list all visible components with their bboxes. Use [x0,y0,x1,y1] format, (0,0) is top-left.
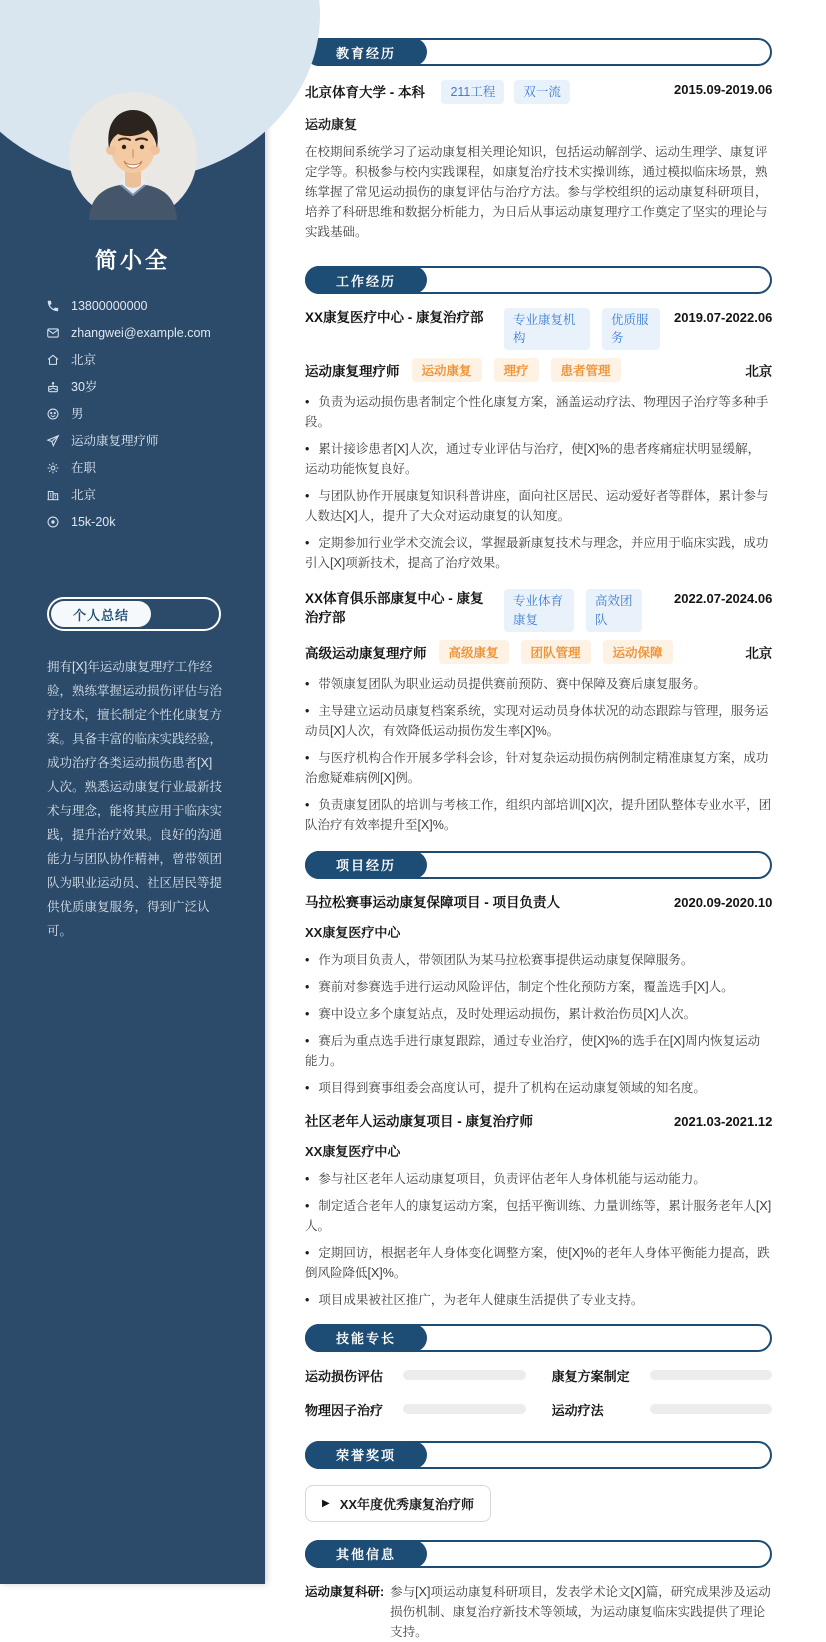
skill-bar [403,1370,526,1380]
honor-text: XX年度优秀康复治疗师 [339,1496,475,1512]
contact-age [46,378,265,396]
bullet-dot: • [305,979,310,994]
project-header [305,1112,772,1131]
job-role: 运动康复理疗师 [305,364,400,380]
job-entry [305,308,772,573]
bullet-dot: • [305,1171,310,1186]
company-tag: 专业康复机构 [504,308,590,350]
skill-label: 物理因子治疗 [305,1402,384,1418]
age-icon [46,380,60,394]
education-entry-header [305,80,772,104]
avatar [69,92,197,220]
section-honors [305,1441,772,1469]
resume-main [265,0,826,1639]
contact-age-text: 30岁 [71,380,98,394]
company-tag: 高效团队 [586,589,642,631]
skill-label: 运动疗法 [551,1402,604,1418]
job-bullet: • 带领康复团队为职业运动员提供赛前预防、赛中保障及赛后康复服务。 [305,676,706,691]
skill-item [305,1400,526,1419]
bullet-dot: • [305,750,310,765]
company-name: XX康复医疗中心 - 康复治疗部 [305,310,484,326]
education-date: 2015.09-2019.06 [674,82,773,97]
company-tag: 专业体育康复 [504,589,574,631]
other-info [305,1582,772,1642]
section-work [305,266,772,294]
other-info-text: 参与[X]项运动康复科研项目，发表学术论文[X]篇，研究成果涉及运动损伤机制、康复治疗新技术等领域，为运动康复临床实践提供了理论支持。 [390,1584,771,1639]
project-org: XX康复医疗中心 [305,1143,401,1159]
project-bullet: • 参与社区老年人运动康复项目，负责评估老年人身体机能与运动能力。 [305,1171,706,1186]
bullet-dot: • [305,797,310,812]
company-tags [504,589,642,631]
bullet-dot: • [305,1033,310,1048]
project-name: 马拉松赛事运动康复保障项目 - 项目负责人 [305,894,560,910]
project-bullet: • 项目成果被社区推广，为老年人健康生活提供了专业支持。 [305,1292,644,1307]
job-role: 高级运动康复理疗师 [305,645,427,661]
school-tag: 双一流 [514,80,570,104]
role-tag: 运动保障 [603,640,673,664]
job-location: 北京 [745,364,773,380]
contact-city-text: 北京 [71,488,97,502]
skill-label: 康复方案制定 [551,1368,630,1384]
gender-icon [46,407,60,421]
play-icon: ▶ [322,1497,330,1509]
project-date: 2020.09-2020.10 [674,894,773,910]
role-tag: 高级康复 [439,640,509,664]
project-date: 2021.03-2021.12 [674,1113,773,1129]
candidate-name: 简小全 [94,248,170,273]
bullet-dot: • [305,952,310,967]
school-name: 北京体育大学 - 本科 [305,85,425,100]
job-entry [305,589,772,834]
project-bullet: • 赛中设立多个康复站点，及时处理运动损伤，累计救治伤员[X]人次。 [305,1006,697,1021]
phone-icon [46,299,60,313]
job-header [305,589,772,631]
bullet-dot: • [305,1245,310,1260]
contact-phone-text: 13800000000 [71,299,148,313]
project-entry [305,1112,772,1310]
skill-item [552,1400,773,1419]
bullet-dot: • [305,676,310,691]
section-honors-label: 荣誉奖项 [305,1441,427,1469]
contact-list [0,297,265,531]
job-bullet: • 负责为运动损伤患者制定个性化康复方案，涵盖运动疗法、物理因子治疗等多种手段。 [305,395,769,430]
section-skills-label: 技能专长 [305,1324,427,1352]
company-tag: 优质服务 [602,308,660,350]
skill-item [552,1366,773,1385]
skill-bar [403,1404,526,1414]
project-bullet: • 项目得到赛事组委会高度认可，提升了机构在运动康复领域的知名度。 [305,1080,706,1095]
contact-gender-text: 男 [71,407,84,421]
job-header [305,308,772,350]
avatar-photo [69,92,197,220]
contact-salary-text: 15k-20k [71,515,116,529]
project-bullet: • 作为项目负责人，带领团队为某马拉松赛事提供运动康复保障服务。 [305,952,694,967]
skill-bar [650,1370,773,1380]
bullet-dot: • [305,395,310,410]
section-education [305,38,772,66]
project-bullet: • 定期回访，根据老年人身体变化调整方案，使[X]%的老年人身体平衡能力提高，跌倒风险降低[X]%。 [305,1245,770,1280]
job-title-icon [46,434,60,448]
job-bullet: • 与团队协作开展康复知识科普讲座，面向社区居民、运动爱好者等群体，累计参与人数达[X]人，提升了大众对运动康复的认知度。 [305,489,769,524]
status-icon [46,461,60,475]
contact-phone [46,297,265,315]
education-description: 在校期间系统学习了运动康复相关理论知识，包括运动解剖学、运动生理学、康复评定学等。积极参与校内实践课程，如康复治疗技术实操训练，通过模拟临床场景，熟练掌握了常见运动损伤的康复评估与治疗方法。参与学校组织的运动康复科研项目，培养了科研思维和数据分析能力，为日后从事运动康复理疗工作奠定了坚实的理论与实践基础。 [305,145,768,240]
contact-status-text: 在职 [71,461,97,475]
role-tag: 团队管理 [521,640,591,664]
bullet-dot: • [305,703,310,718]
home-icon [46,353,60,367]
bullet-dot: • [305,489,310,504]
summary-section-title [47,597,221,631]
skills-grid [305,1366,772,1419]
honor-item[interactable] [305,1485,491,1522]
sidebar [0,0,265,1584]
job-role-row [305,640,772,664]
job-location: 北京 [745,645,773,661]
project-entry [305,893,772,1098]
skill-bar [650,1404,773,1414]
job-bullet: • 负责康复团队的培训与考核工作，组织内部培训[X]次，提升团队整体专业水平，团队治疗有效率提升至[X]%。 [305,797,772,832]
bullet-dot: • [305,1006,310,1021]
role-tag: 患者管理 [551,358,621,382]
section-skills [305,1324,772,1352]
other-info-label: 运动康复科研: [305,1584,385,1599]
section-education-label: 教育经历 [305,38,427,66]
bullet-dot: • [305,1080,310,1095]
project-bullet: • 赛后为重点选手进行康复跟踪，通过专业治疗，使[X]%的选手在[X]周内恢复运动能力。 [305,1033,761,1068]
summary-text: 拥有[X]年运动康复理疗工作经验，熟练掌握运动损伤评估与治疗技术，擅长制定个性化康复方案。具备丰富的临床实践经验，成功治疗各类运动损伤患者[X]人次。熟悉运动康复行业最新技术与理念，能将其应用于临床实践，提升治疗效果。良好的沟通能力与团队协作精神，曾带领团队为职业运动员、社区居民等提供优质康复服务，得到广泛认可。 [47,660,223,938]
skill-label: 运动损伤评估 [305,1368,384,1384]
mail-icon [46,326,60,340]
role-tag: 理疗 [494,358,539,382]
section-projects-label: 项目经历 [305,851,427,879]
summary-section-label: 个人总结 [51,601,151,627]
school-tag: 211工程 [441,80,504,104]
project-header [305,893,772,912]
bullet-dot: • [305,1198,310,1213]
job-date: 2019.07-2022.06 [674,310,773,326]
bullet-dot: • [305,536,310,551]
contact-job-title-text: 运动康复理疗师 [71,434,159,448]
skill-item [305,1366,526,1385]
section-other-label: 其他信息 [305,1540,427,1568]
job-bullet: • 与医疗机构合作开展多学科会诊，针对复杂运动损伤病例制定精准康复方案，成功治愈疑难病例[X]例。 [305,750,769,785]
salary-icon [46,515,60,529]
role-tag: 运动康复 [412,358,482,382]
contact-city [46,486,265,504]
contact-salary [46,513,265,531]
contact-home-text: 北京 [71,353,97,367]
major: 运动康复 [305,117,358,133]
contact-job-title [46,432,265,450]
city-icon [46,488,60,502]
contact-status [46,459,265,477]
job-bullet: • 累计接诊患者[X]人次，通过专业评估与治疗，使[X]%的患者疼痛症状明显缓解，运动功能恢复良好。 [305,442,761,477]
bullet-dot: • [305,1292,310,1307]
contact-home [46,351,265,369]
company-name: XX体育俱乐部康复中心 - 康复治疗部 [305,591,484,626]
project-bullet: • 制定适合老年人的康复运动方案，包括平衡训练、力量训练等，累计服务老年人[X]人。 [305,1198,772,1233]
project-name: 社区老年人运动康复项目 - 康复治疗师 [305,1113,533,1129]
bullet-dot: • [305,442,310,457]
job-date: 2022.07-2024.06 [674,591,773,607]
school-tags [441,80,569,104]
job-bullet: • 主导建立运动员康复档案系统，实现对运动员身体状况的动态跟踪与管理，服务运动员[X]人次，有效降低运动损伤发生率[X]%。 [305,703,769,738]
job-bullet: • 定期参加行业学术交流会议，掌握最新康复技术与理念，并应用于临床实践，成功引入[X]项新技术，提高了治疗效果。 [305,536,769,571]
contact-gender [46,405,265,423]
contact-email [46,324,265,342]
company-tags [504,308,660,350]
contact-email-text: zhangwei@example.com [71,326,211,340]
section-projects [305,851,772,879]
job-role-row [305,358,772,382]
project-bullet: • 赛前对参赛选手进行运动风险评估，制定个性化预防方案，覆盖选手[X]人。 [305,979,734,994]
section-work-label: 工作经历 [305,266,427,294]
section-other [305,1540,772,1568]
project-org: XX康复医疗中心 [305,924,401,940]
